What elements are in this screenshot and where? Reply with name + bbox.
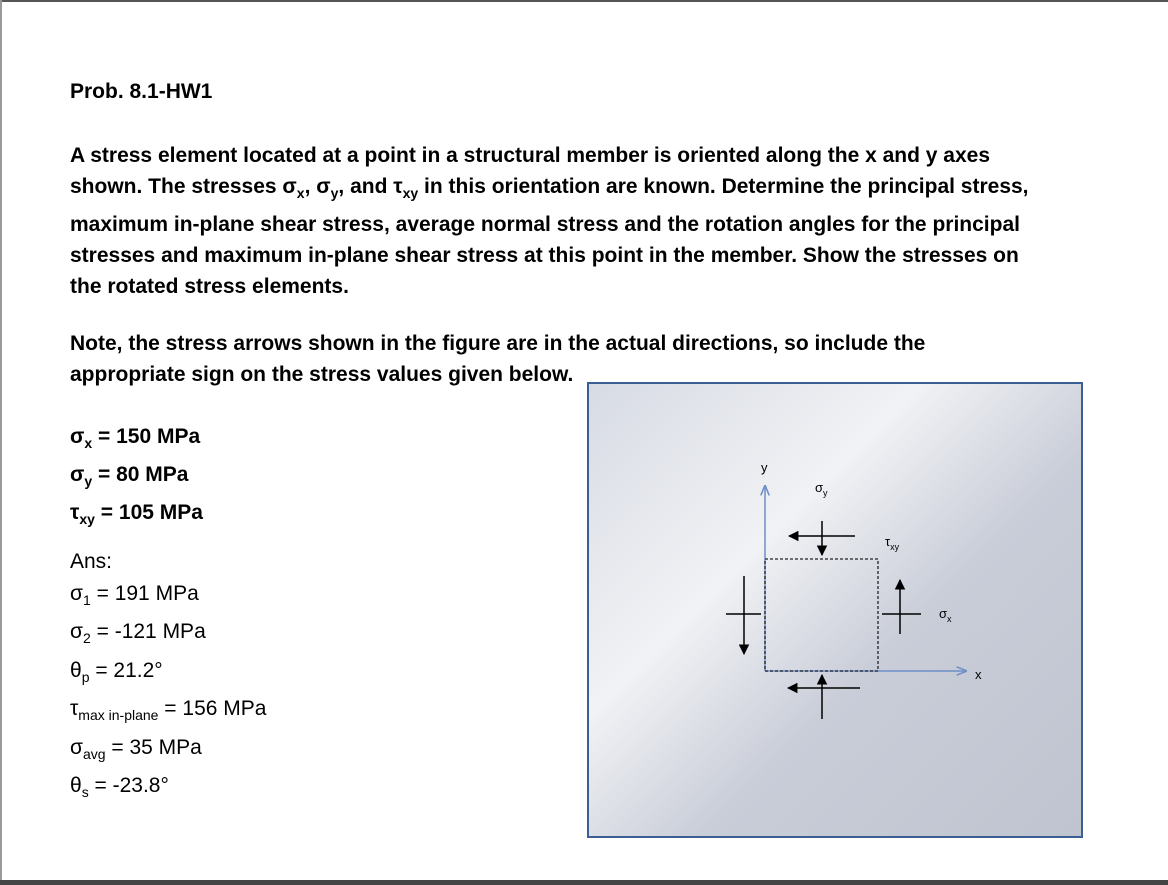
given-symbol: σ — [70, 463, 85, 486]
answer-symbol: σ — [70, 735, 83, 759]
given-value: = 80 MPa — [92, 463, 189, 486]
given-subscript: xy — [79, 511, 95, 527]
answer-value: = 191 MPa — [90, 581, 199, 605]
sign-note: Note, the stress arrows shown in the figure are in the actual directions, so include the appropriate sign on the stress values given below. — [70, 332, 926, 386]
stress-element-figure — [587, 382, 1083, 838]
page-left-border — [0, 0, 2, 885]
answer-subscript: p — [81, 668, 90, 685]
answer-value: = 156 MPa — [158, 697, 267, 720]
answer-value: = -23.8° — [88, 774, 169, 797]
statement-sub-y: y — [330, 185, 339, 201]
statement-text-4: in this orientation are known. Determine the principal stress, maximum in-plane shear stress, average normal stress and the rotation angles for the principal stresses and maximum in-plane shear stress at this point in the member. Show the stresses on the rotated stress elements. — [70, 175, 1029, 298]
answer-symbol: σ — [70, 581, 83, 605]
page-bottom-border — [0, 880, 1168, 885]
label-symbol: τ — [885, 534, 891, 549]
statement-sub-x: x — [296, 185, 305, 201]
answer-sigma-avg — [70, 732, 266, 771]
answer-symbol: σ — [70, 620, 83, 643]
sigma-x-label — [939, 606, 952, 624]
answer-sigma-2 — [70, 616, 266, 655]
given-tau-xy — [70, 497, 203, 535]
label-subscript: y — [823, 488, 828, 498]
statement-text-2: , σ — [304, 175, 331, 198]
problem-title: Prob. 8.1-HW1 — [70, 80, 213, 103]
given-symbol: σ — [70, 425, 85, 448]
answer-subscript: s — [81, 784, 89, 800]
given-values — [70, 421, 203, 535]
statement-sub-xy: xy — [402, 185, 419, 201]
answer-theta-p — [70, 655, 266, 694]
label-symbol: σ — [815, 480, 824, 495]
given-subscript: x — [84, 435, 93, 451]
sigma-y-label — [815, 480, 828, 498]
given-value: = 105 MPa — [94, 501, 203, 524]
answer-subscript: max in-plane — [78, 707, 159, 723]
label-subscript: xy — [890, 542, 900, 552]
statement-text-3: , and τ — [338, 175, 403, 198]
stress-element-square — [765, 559, 878, 671]
x-axis-label: x — [975, 667, 982, 682]
tau-xy-label — [885, 534, 900, 552]
page-top-border — [0, 0, 1168, 2]
answer-symbol: τ — [70, 697, 79, 720]
answers — [70, 546, 266, 809]
problem-statement — [70, 140, 1030, 302]
answer-sigma-1 — [70, 578, 266, 617]
given-symbol: τ — [70, 501, 80, 524]
label-subscript: x — [947, 614, 952, 624]
given-sigma-x — [70, 421, 203, 459]
y-axis-label: y — [761, 460, 768, 475]
answer-subscript: 1 — [82, 591, 91, 608]
answer-tau-max — [70, 693, 266, 732]
answer-value: = -121 MPa — [90, 620, 206, 643]
given-sigma-y — [70, 459, 203, 497]
answers-label: Ans: — [70, 550, 113, 573]
answer-subscript: 2 — [82, 630, 91, 646]
answer-subscript: avg — [82, 745, 106, 762]
answer-theta-s — [70, 770, 266, 809]
answer-value: = 21.2° — [89, 658, 163, 682]
given-value: = 150 MPa — [92, 425, 201, 448]
label-symbol: σ — [939, 606, 948, 621]
given-subscript: y — [84, 473, 93, 489]
answer-symbol: θ — [70, 774, 82, 797]
statement-text-1: A stress element located at a point in a structural member is oriented along the x and y axes shown. The stresses σ — [70, 144, 991, 198]
answer-symbol: θ — [70, 658, 82, 682]
answer-value: = 35 MPa — [105, 735, 202, 759]
stress-element-diagram — [589, 384, 1081, 836]
